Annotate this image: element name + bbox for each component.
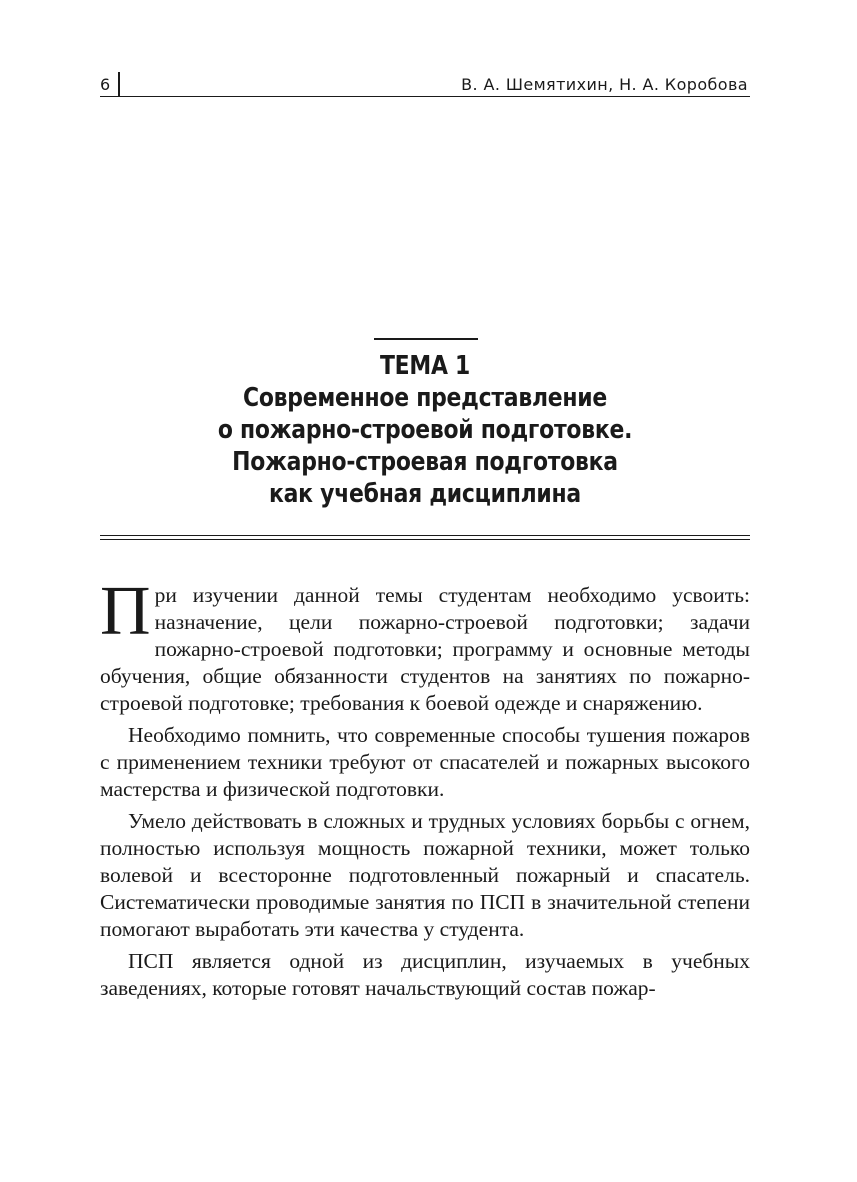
- topic-top-rule: [374, 338, 478, 340]
- topic-label: ТЕМА 1: [379, 351, 471, 381]
- page-number-separator: [118, 72, 120, 96]
- drop-cap: П: [100, 573, 151, 650]
- running-head: [100, 72, 750, 97]
- paragraph: [100, 573, 750, 717]
- topic-title-line: о пожарно-строевой подготовке.: [217, 415, 633, 445]
- topic-title-line: как учебная дисциплина: [269, 479, 581, 509]
- paragraph: ПСП является одной из дисциплин, изучаемых в учебных заведениях, которые готовят начальствующий состав пожар-: [100, 949, 750, 1000]
- topic-heading: [146, 350, 705, 510]
- topic-title-line: Современное представление: [243, 383, 607, 413]
- body-text: [100, 573, 750, 1007]
- running-head-authors: В. А. Шемятихин, Н. А. Коробова: [461, 75, 748, 94]
- page-number: 6: [100, 75, 111, 94]
- paragraph: Необходимо помнить, что современные способы тушения пожаров с применением техники требуют от спасателей и пожарных высокого мастерства и физической подготовки.: [100, 723, 750, 801]
- paragraph: Умело действовать в сложных и трудных условиях борьбы с огнем, полностью используя мощность пожарной техники, может только волевой и всесторонне подготовленный пожарный и спасатель. Систематически проводимые занятия по ПСП в значительной степени помогают выработать эти качества у студента.: [100, 809, 750, 941]
- topic-title-line: Пожарно-строевая подготовка: [232, 447, 618, 477]
- heading-double-rule: [100, 535, 750, 540]
- paragraph-text: ри изучении данной темы студентам необходимо усвоить: назначение, цели пожарно-строевой подготовки; задачи пожарно-строевой подготовки; программу и основные методы обучения, общие обязанности студентов на занятиях по пожарно-строевой подготовке; требования к боевой одежде и снаряжению.: [100, 583, 750, 715]
